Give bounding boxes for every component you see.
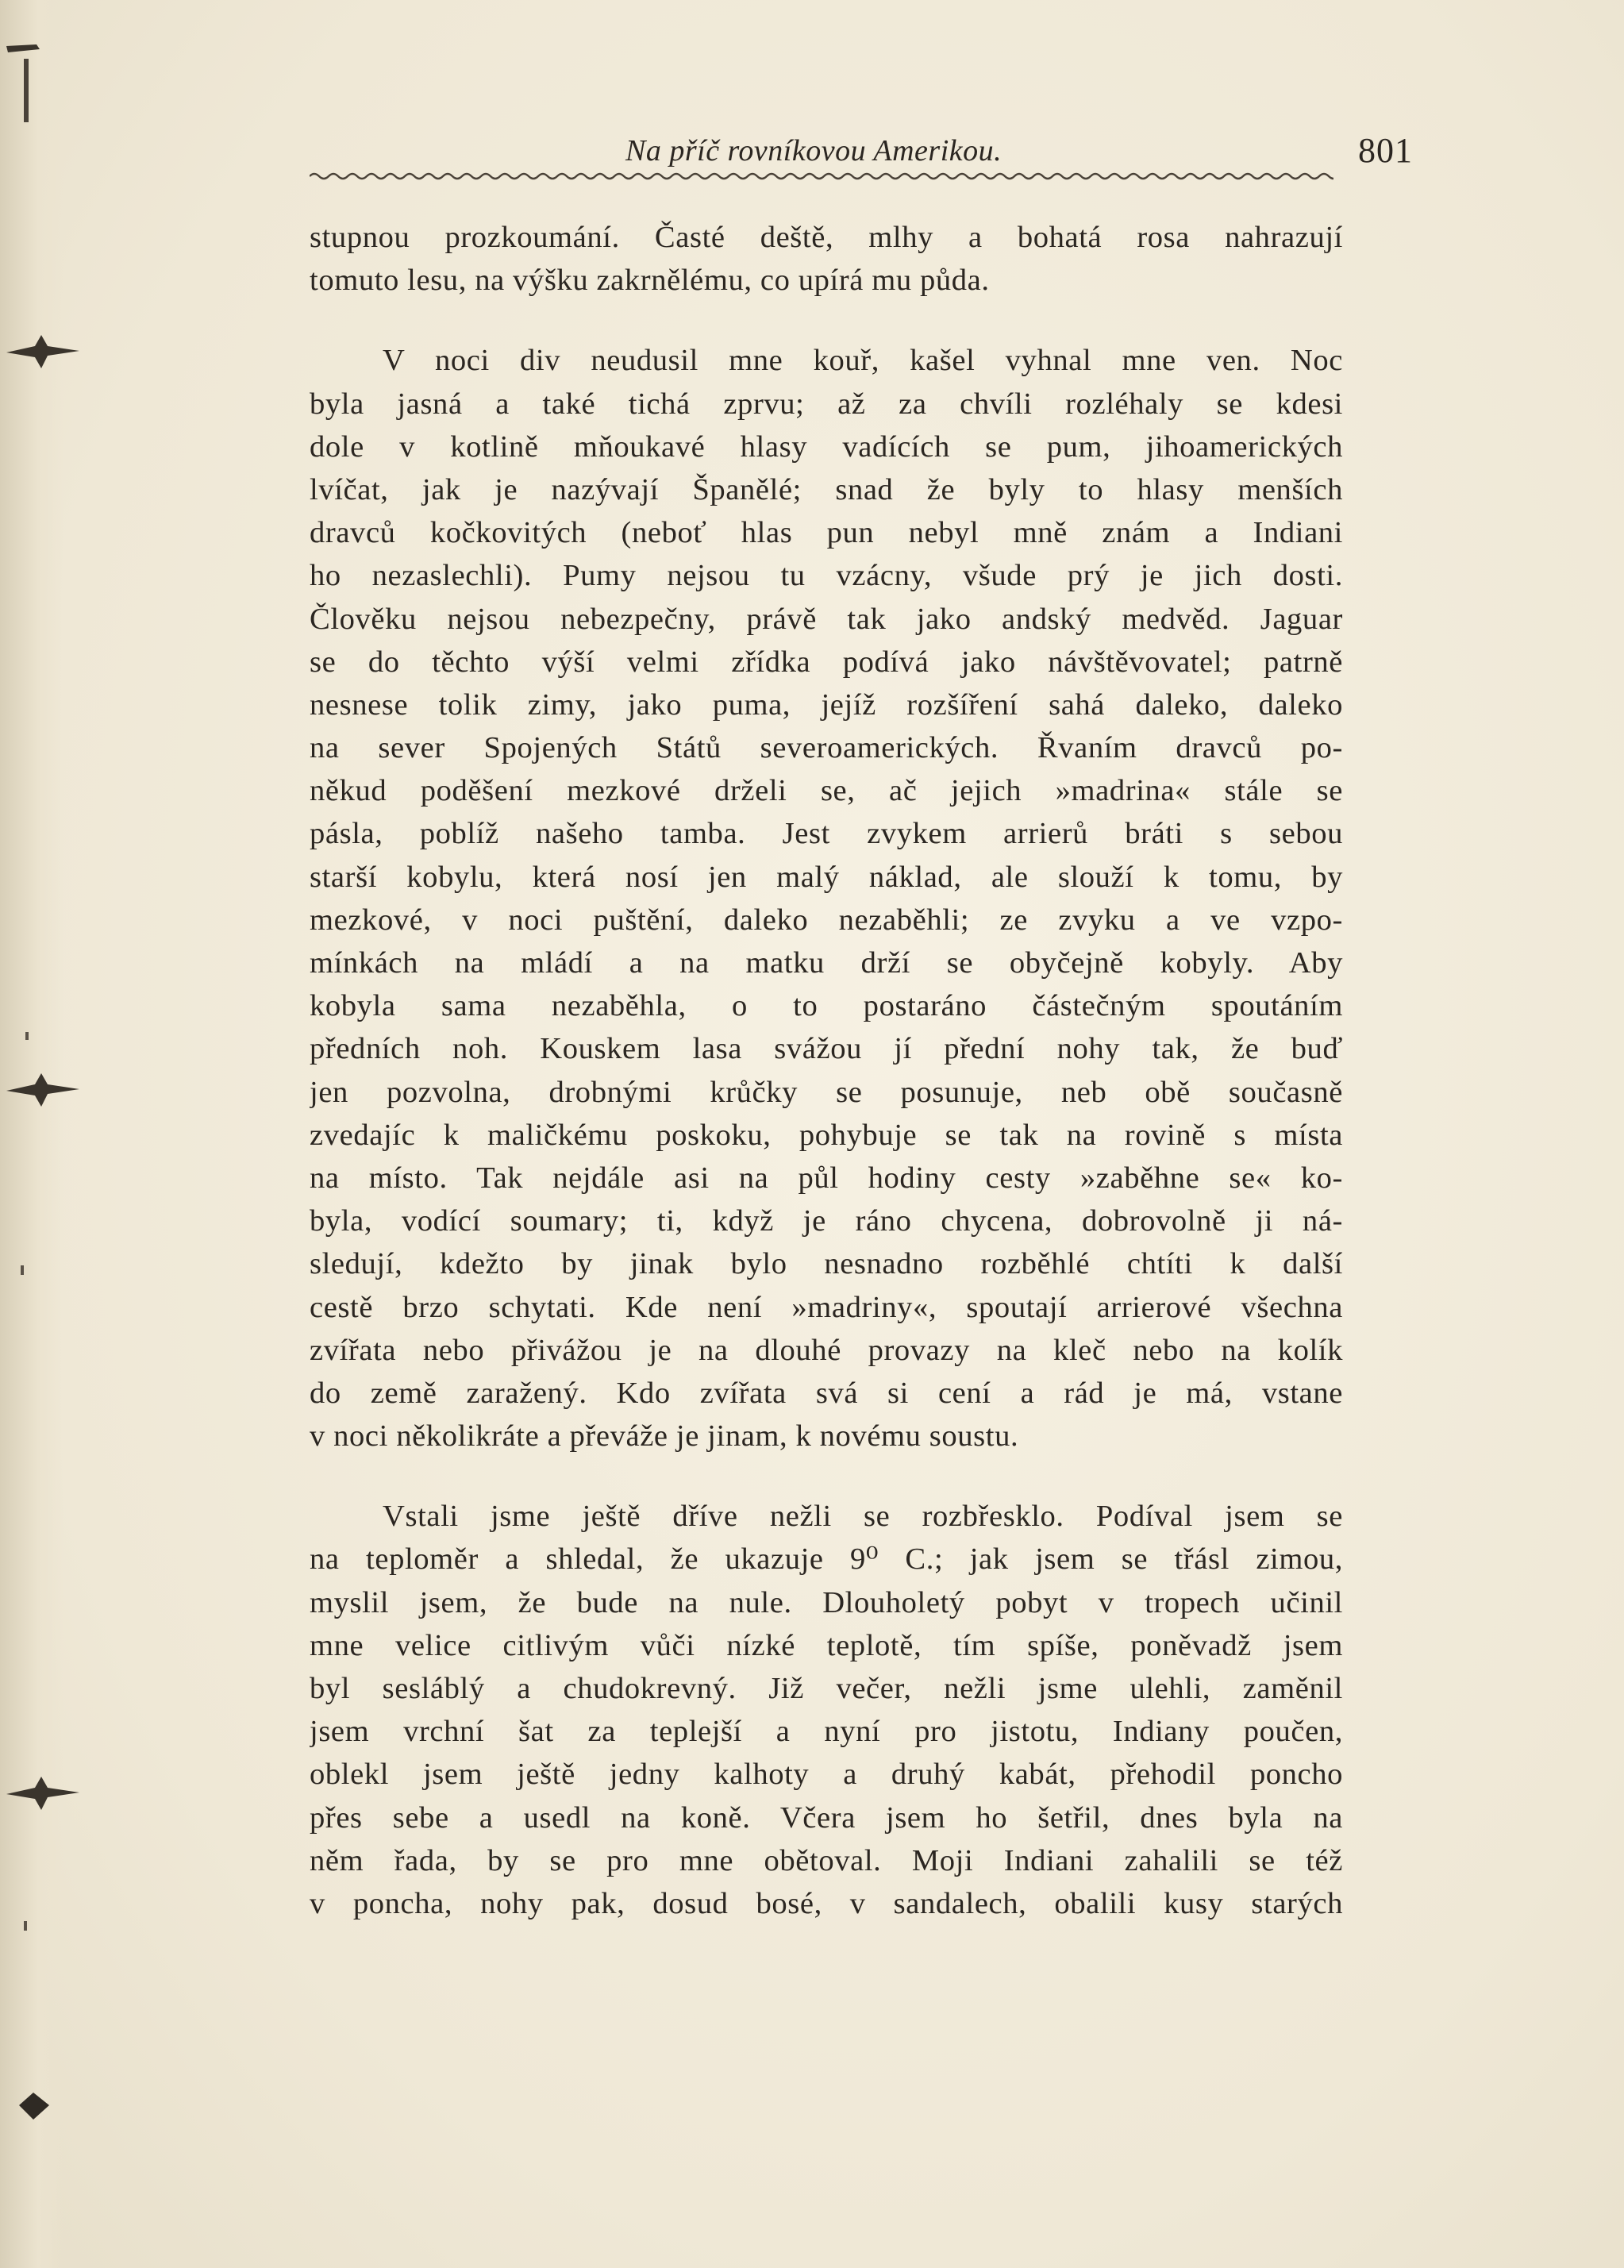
- page-header: [310, 133, 1413, 184]
- text-line: cestě brzo schytati. Kde není »madriny«, spoutají arrierové všechna: [310, 1290, 1343, 1324]
- wavy-header-rule: [310, 167, 1333, 186]
- text-line: starší kobylu, která nosí jen malý náklad, ale slouží k tomu, by: [310, 860, 1343, 894]
- text-line: v noci několikráte a převáže je jinam, k novému soustu.: [310, 1419, 1019, 1454]
- text-line: stupnou prozkoumání. Časté deště, mlhy a bohatá rosa nahrazují: [310, 221, 1343, 254]
- body-text: [310, 216, 1343, 1925]
- binding-mark-top: [2, 32, 49, 127]
- text-line: byla, vodící soumary; ti, když je ráno chycena, dobrovolně ji ná-: [310, 1204, 1343, 1238]
- text-line: mezkové, v noci puštění, daleko nezaběhli; ze zvyku a ve vzpo-: [310, 903, 1343, 937]
- text-line: byl sesláblý a chudokrevný. Již večer, nežli jsme ulehli, zaměnil: [310, 1672, 1343, 1705]
- text-line: Člověku nejsou nebezpečny, právě tak jako andský medvěd. Jaguar: [310, 602, 1343, 636]
- text-line: na teploměr a shledal, že ukazuje 9⁰ C.; jak jsem se třásl zimou,: [310, 1542, 1343, 1577]
- text-line: sledují, kdežto by jinak bylo nesnadno rozběhlé chtíti k další: [310, 1247, 1343, 1281]
- text-line: kobyla sama nezaběhla, o to postaráno částečným spoutáním: [310, 989, 1343, 1023]
- text-line: jen pozvolna, drobnými krůčky se posunuje, neb obě současně: [310, 1075, 1343, 1109]
- text-line: dole v kotlině mňoukavé hlasy vadících se pum, jihoamerických: [310, 429, 1343, 464]
- text-line: dravců kočkovitých (neboť hlas pun nebyl mně znám a Indiani: [310, 516, 1343, 550]
- text-line: někud poděšení mezkové drželi se, ač jejich »madrina« stále se: [310, 774, 1343, 808]
- text-line: mínkách na mládí a na matku drží se obyčejně kobyly. Aby: [310, 946, 1343, 980]
- page-number: 801: [1358, 131, 1413, 170]
- dust-speck: [19, 1265, 27, 1276]
- text-line: myslil jsem, že bude na nule. Dlouholetý pobyt v tropech učinil: [310, 1585, 1343, 1619]
- text-line: něm řada, by se pro mne obětoval. Moji Indiani zahalili se též: [310, 1843, 1343, 1877]
- dust-speck: [24, 1032, 32, 1043]
- text-line: pásla, poblíž našeho tamba. Jest zvykem arrierů bráti s sebou: [310, 817, 1343, 851]
- text-line: Vstali jsme ještě dříve nežli se rozbřesklo. Podíval jsem se: [383, 1500, 1343, 1534]
- text-line: V noci div neudusil mne kouř, kašel vyhnal mne ven. Noc: [383, 344, 1343, 378]
- text-line: na sever Spojených Států severoamerických. Řvaním dravců po-: [310, 731, 1343, 765]
- text-line: tomuto lesu, na výšku zakrnělému, co upírá mu půda.: [310, 264, 990, 298]
- text-line: ho nezaslechli). Pumy nejsou tu vzácny, všude prý je jich dosti.: [310, 559, 1343, 593]
- paragraph-gap: [310, 1457, 1343, 1495]
- text-line: jsem vrchní šat za teplejší a nyní pro jistotu, Indiany poučen,: [310, 1715, 1343, 1749]
- running-title: Na příč rovníkovou Amerikou.: [625, 134, 1002, 168]
- dust-speck: [22, 1921, 30, 1932]
- text-line: lvíčat, jak je nazývají Španělé; snad že byly to hlasy menších: [310, 472, 1343, 506]
- text-line: se do těchto výší velmi zřídka podívá jako návštěvovatel; patrně: [310, 645, 1343, 679]
- binding-mark-upper: [3, 332, 83, 372]
- paragraph: [310, 339, 1343, 1457]
- text-line: do země zaražený. Kdo zvířata svá si cení a rád je má, vstane: [310, 1376, 1343, 1410]
- text-line: v poncha, nohy pak, dosud bosé, v sandalech, obalili kusy starých: [310, 1886, 1343, 1920]
- text-line: zvedajíc k maličkému poskoku, pohybuje se tak na rovině s místa: [310, 1118, 1343, 1152]
- text-line: byla jasná a také tichá zprvu; až za chvíli rozléhaly se kdesi: [310, 387, 1343, 421]
- binding-mark-lower: [3, 1773, 83, 1813]
- text-line: nesnese tolik zimy, jako puma, jejíž rozšíření sahá daleko, daleko: [310, 687, 1343, 722]
- text-line: předních noh. Kouskem lasa svážou jí přední nohy tak, že buď: [310, 1032, 1343, 1066]
- binding-mark-bottom: [14, 2086, 54, 2126]
- text-line: oblekl jsem ještě jedny kalhoty a druhý kabát, přehodil poncho: [310, 1758, 1343, 1792]
- text-line: zvířata nebo přivážou je na dlouhé provazy na kleč nebo na kolík: [310, 1333, 1343, 1367]
- binding-mark-middle: [3, 1070, 83, 1110]
- text-line: na místo. Tak nejdále asi na půl hodiny cesty »zaběhne se« ko-: [310, 1161, 1343, 1195]
- text-line: přes sebe a usedl na koně. Včera jsem ho šetřil, dnes byla na: [310, 1800, 1343, 1835]
- text-line: mne velice citlivým vůči nízké teplotě, tím spíše, poněvadž jsem: [310, 1628, 1343, 1662]
- paragraph: [310, 216, 1343, 302]
- paragraph-gap: [310, 302, 1343, 339]
- paragraph: [310, 1495, 1343, 1925]
